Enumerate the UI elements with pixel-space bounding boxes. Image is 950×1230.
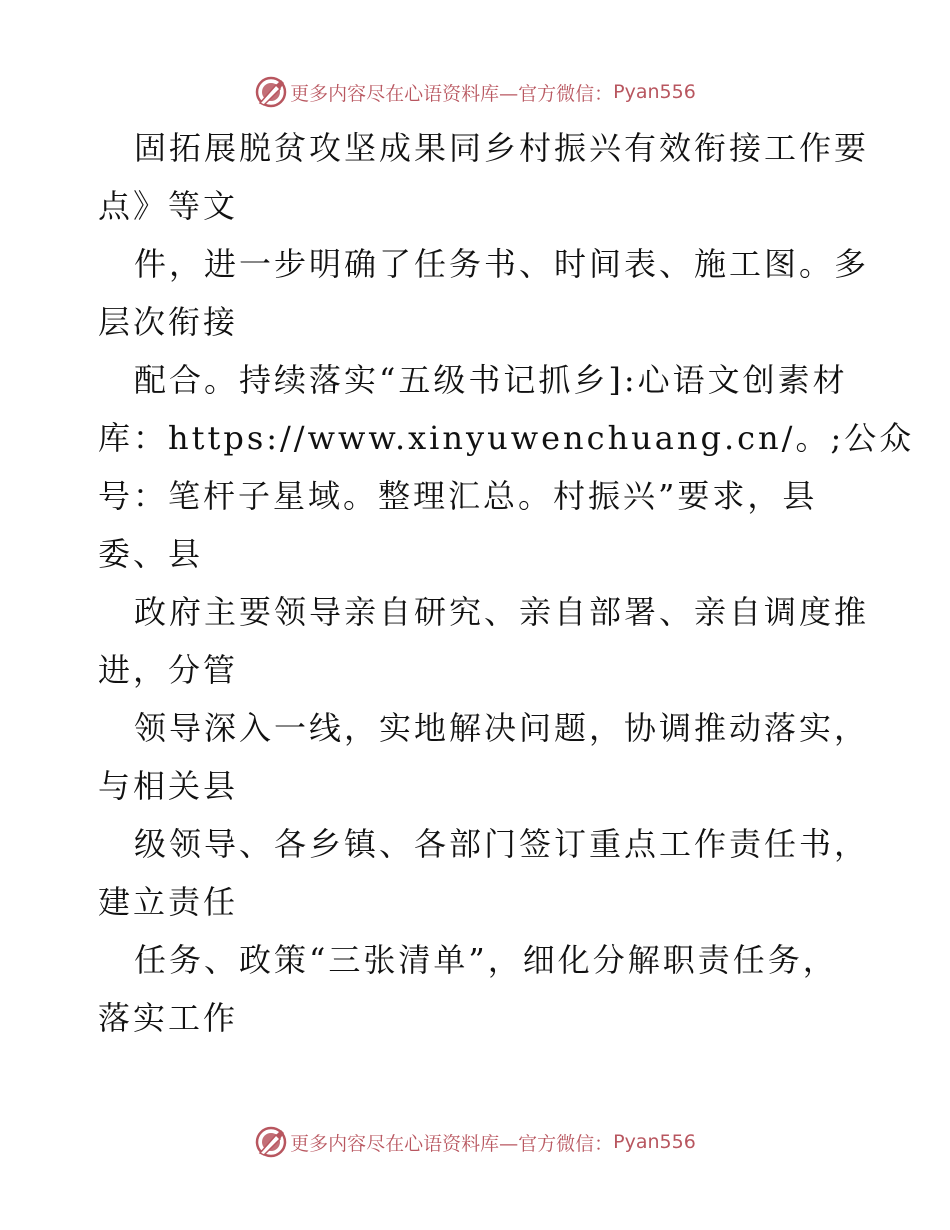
text-line: 领导深入一线，实地解决问题，协调推动落实， [134, 709, 870, 747]
header-wechat-handle: Pyan556 [613, 81, 696, 103]
text-line: 层次衔接 [98, 303, 239, 341]
pen-logo-icon [254, 1125, 288, 1159]
text-line: 级领导、各乡镇、各部门签订重点工作责任书， [134, 825, 870, 863]
text-line: 固拓展脱贫攻坚成果同乡村振兴有效衔接工作要 [134, 129, 870, 167]
text-line: 与相关县 [98, 767, 239, 805]
text-line: 件，进一步明确了任务书、时间表、施工图。多 [134, 245, 870, 283]
text-line: 配合。持续落实“五级书记抓乡]:心语文创素材 [134, 361, 848, 399]
text-line: 委、县 [98, 535, 204, 573]
text-line: 任务、政策“三张清单”，细化分解职责任务， [134, 941, 838, 979]
text-line: 建立责任 [98, 883, 239, 921]
text-line: 进，分管 [98, 651, 239, 689]
header-brand-text: 更多内容尽在心语资料库—官方微信： [290, 82, 614, 105]
text-line: 落实工作 [98, 999, 239, 1037]
text-line: 政府主要领导亲自研究、亲自部署、亲自调度推 [134, 593, 870, 631]
text-line: 点》等文 [98, 187, 239, 225]
footer-brand-text: 更多内容尽在心语资料库—官方微信： [290, 1132, 614, 1155]
footer-banner [0, 1122, 950, 1162]
text-line: 号：笔杆子星域。整理汇总。村振兴”要求，县 [98, 477, 818, 515]
footer-wechat-handle: Pyan556 [613, 1131, 696, 1153]
text-line: 库：https://www.xinyuwenchuang.cn/。;公众 [98, 419, 915, 457]
